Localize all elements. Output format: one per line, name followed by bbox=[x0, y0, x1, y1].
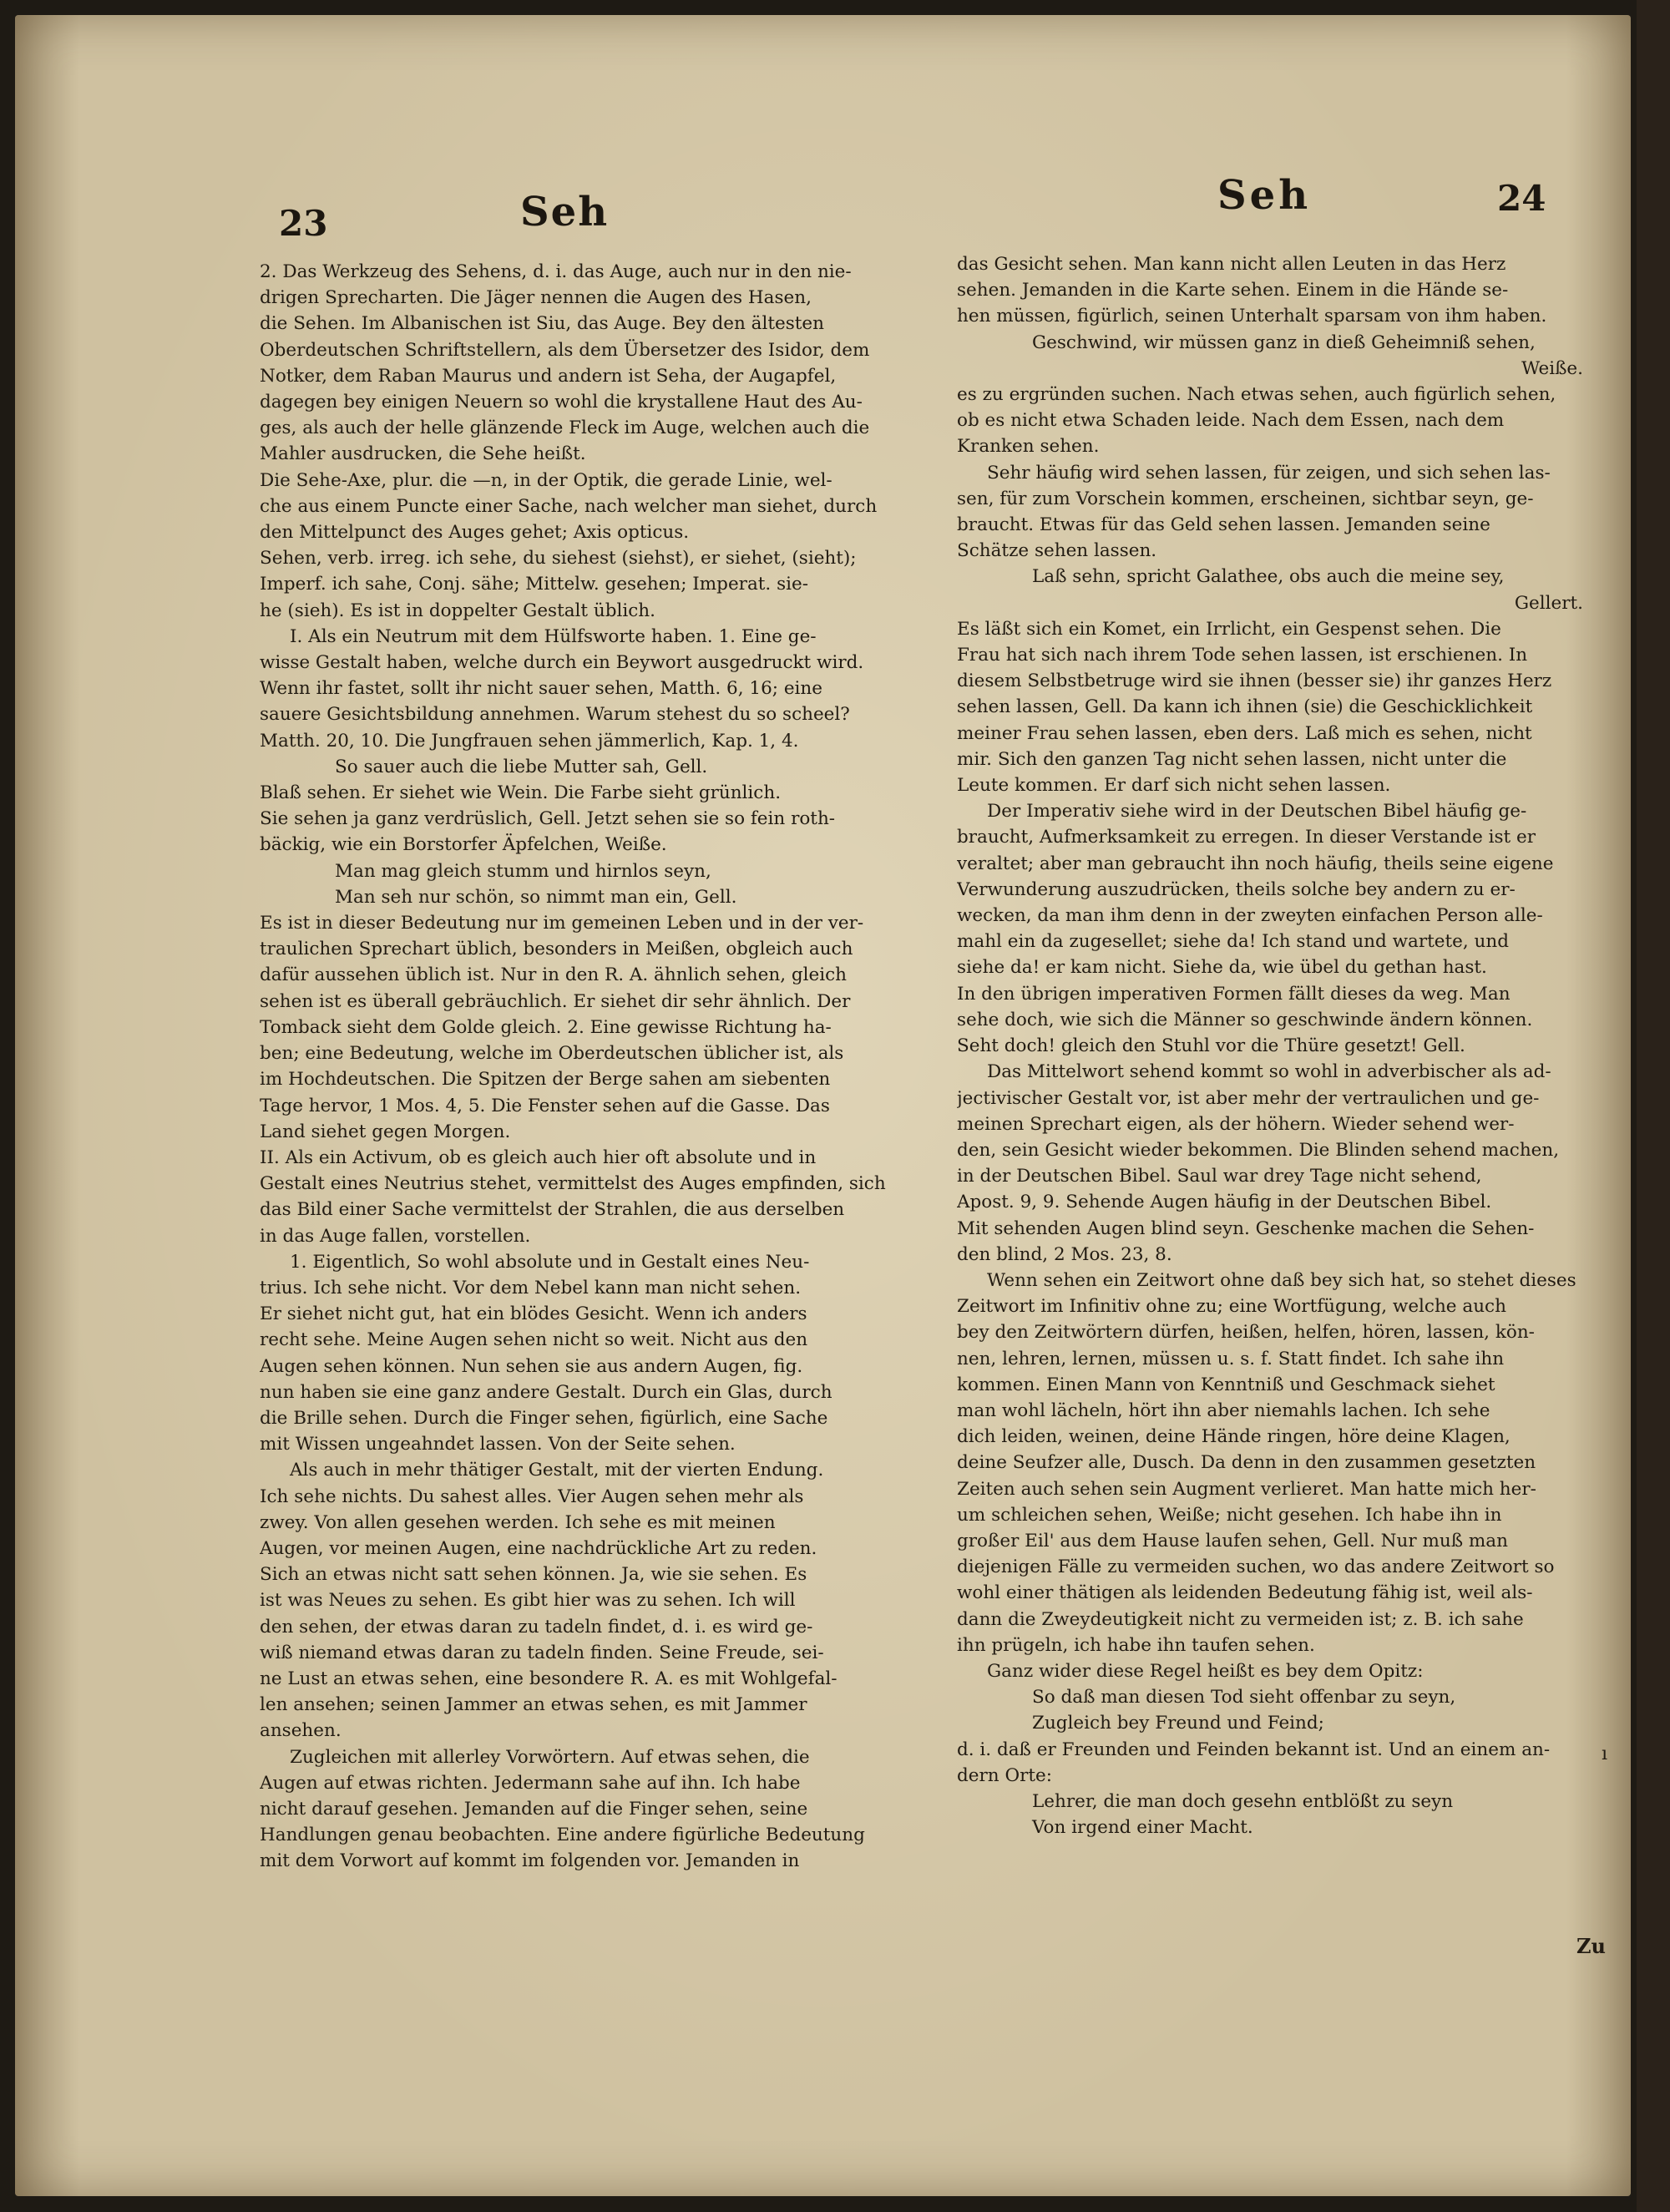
text-line: meinen Sprechart eigen, als der höhern. Wieder sehend wer- bbox=[957, 1113, 1515, 1135]
text-line: Verwunderung auszudrücken, theils solche bey andern zu er- bbox=[957, 878, 1516, 900]
text-line: trius. Ich sehe nicht. Vor dem Nebel kann man nicht sehen. bbox=[260, 1277, 802, 1298]
text-line: Leute kommen. Er darf sich nicht sehen lassen. bbox=[957, 775, 1391, 797]
text-line: deine Seufzer alle, Dusch. Da denn in den zusammen gesetzten bbox=[957, 1452, 1536, 1474]
text-line: Zeiten auch sehen sein Augment verlieret. Man hatte mich her- bbox=[957, 1478, 1536, 1500]
text-line: Sehen, verb. irreg. ich sehe, du siehest (siehst), er siehet, (sieht); bbox=[260, 548, 857, 569]
text-line: braucht. Etwas für das Geld sehen lassen. Jemanden seine bbox=[957, 514, 1490, 536]
text-line: den blind, 2 Mos. 23, 8. bbox=[957, 1243, 1172, 1265]
text-line: Gestalt eines Neutrius stehet, vermittelst des Auges empfinden, sich bbox=[260, 1173, 886, 1195]
text-line: ihn prügeln, ich habe ihn taufen sehen. bbox=[957, 1634, 1315, 1656]
text-line: ansehen. bbox=[260, 1720, 342, 1742]
text-line: Ich sehe nichts. Du sahest alles. Vier Augen sehen mehr als bbox=[260, 1486, 804, 1507]
text-line: recht sehe. Meine Augen sehen nicht so weit. Nicht aus den bbox=[260, 1329, 808, 1351]
text-line: Es läßt sich ein Komet, ein Irrlicht, ein Gespenst sehen. Die bbox=[957, 618, 1501, 640]
catchword: Zu bbox=[1576, 1934, 1606, 1958]
text-line: wohl einer thätigen als leidenden Bedeutung fähig ist, weil als- bbox=[957, 1582, 1533, 1604]
margin-mark: ı bbox=[1602, 1744, 1608, 1764]
book-edge bbox=[1637, 0, 1670, 2212]
text-line: Kranken sehen. bbox=[957, 436, 1100, 458]
text-line: das Gesicht sehen. Man kann nicht allen Leuten in das Herz bbox=[957, 254, 1506, 275]
text-line: den, sein Gesicht wieder bekommen. Die Blinden sehend machen, bbox=[957, 1139, 1560, 1161]
text-line: sauere Gesichtsbildung annehmen. Warum stehest du so scheel? bbox=[260, 704, 850, 726]
text-line: Wenn sehen ein Zeitwort ohne daß bey sich hat, so stehet dieses bbox=[987, 1269, 1576, 1291]
text-line: che aus einem Puncte einer Sache, nach welcher man siehet, durch bbox=[260, 495, 878, 517]
text-line: Als auch in mehr thätiger Gestalt, mit der vierten Endung. bbox=[290, 1460, 824, 1481]
text-line: wiß niemand etwas daran zu tadeln finden. Seine Freude, sei- bbox=[260, 1642, 824, 1663]
text-line: Apost. 9, 9. Sehende Augen häufig in der Deutschen Bibel. bbox=[957, 1192, 1492, 1213]
text-line: Land siehet gegen Morgen. bbox=[260, 1121, 511, 1142]
text-line: mir. Sich den ganzen Tag nicht sehen lassen, nicht unter die bbox=[957, 748, 1507, 770]
text-line: Sie sehen ja ganz verdrüslich, Gell. Jetzt sehen sie so fein roth- bbox=[260, 808, 836, 830]
text-line: Sehr häufig wird sehen lassen, für zeigen, und sich sehen las- bbox=[987, 462, 1551, 483]
text-line: Augen sehen können. Nun sehen sie aus andern Augen, fig. bbox=[260, 1355, 803, 1377]
text-line: Von irgend einer Macht. bbox=[1032, 1817, 1253, 1839]
text-line: großer Eil' aus dem Hause laufen sehen, Gell. Nur muß man bbox=[957, 1530, 1508, 1551]
left-column bbox=[260, 259, 936, 1875]
text-line: Matth. 20, 10. Die Jungfrauen sehen jämmerlich, Kap. 1, 4. bbox=[260, 730, 799, 752]
text-line: Augen, vor meinen Augen, eine nachdrückliche Art zu reden. bbox=[260, 1537, 817, 1559]
text-line: wisse Gestalt haben, welche durch ein Beywort ausgedruckt wird. bbox=[260, 652, 864, 674]
text-line: ist was Neues zu sehen. Es gibt hier was zu sehen. Ich will bbox=[260, 1590, 796, 1612]
text-line: Mit sehenden Augen blind seyn. Geschenke machen die Sehen- bbox=[957, 1217, 1535, 1239]
text-line: dich leiden, weinen, deine Hände ringen, höre deine Klagen, bbox=[957, 1426, 1511, 1448]
text-line: sen, für zum Vorschein kommen, erscheinen, sichtbar seyn, ge- bbox=[957, 488, 1534, 509]
running-head-right: Seh bbox=[1217, 172, 1312, 219]
text-line: Seht doch! gleich den Stuhl vor die Thüre gesetzt! Gell. bbox=[957, 1035, 1465, 1057]
book-page-spread bbox=[15, 15, 1631, 2196]
text-line: Sich an etwas nicht satt sehen können. Ja, wie sie sehen. Es bbox=[260, 1564, 807, 1586]
text-line: I. Als ein Neutrum mit dem Hülfsworte haben. 1. Eine ge- bbox=[290, 625, 817, 647]
text-line: 2. Das Werkzeug des Sehens, d. i. das Auge, auch nur in den nie- bbox=[260, 261, 852, 282]
text-line: ne Lust an etwas sehen, eine besondere R. A. es mit Wohlgefal- bbox=[260, 1668, 838, 1689]
page-number-left: 23 bbox=[279, 203, 328, 244]
text-line: mit Wissen ungeahndet lassen. Von der Seite sehen. bbox=[260, 1434, 736, 1455]
text-line: Imperf. ich sahe, Conj. sähe; Mittelw. gesehen; Imperat. sie- bbox=[260, 574, 808, 595]
text-line: hen müssen, figürlich, seinen Unterhalt sparsam von ihm haben. bbox=[957, 306, 1547, 327]
text-line: d. i. daß er Freunden und Feinden bekannt ist. Und an einem an- bbox=[957, 1739, 1551, 1760]
text-line: len ansehen; seinen Jammer an etwas sehen, es mit Jammer bbox=[260, 1694, 807, 1716]
text-line: dann die Zweydeutigkeit nicht zu vermeiden ist; z. B. ich sahe bbox=[957, 1608, 1524, 1630]
text-line: Man seh nur schön, so nimmt man ein, Gell. bbox=[335, 886, 737, 908]
text-line: Geschwind, wir müssen ganz in dieß Geheimniß sehen, bbox=[1032, 332, 1536, 353]
text-line: drigen Sprecharten. Die Jäger nennen die Augen des Hasen, bbox=[260, 287, 812, 309]
text-line: braucht, Aufmerksamkeit zu erregen. In dieser Verstande ist er bbox=[957, 827, 1536, 848]
text-line: Er siehet nicht gut, hat ein blödes Gesicht. Wenn ich anders bbox=[260, 1303, 807, 1325]
text-line: Augen auf etwas richten. Jedermann sahe auf ihn. Ich habe bbox=[260, 1772, 801, 1794]
text-line: Die Sehe-Axe, plur. die —n, in der Optik, die gerade Linie, wel- bbox=[260, 469, 832, 491]
text-line: Tomback sieht dem Golde gleich. 2. Eine gewisse Richtung ha- bbox=[260, 1016, 832, 1038]
right-column bbox=[957, 251, 1608, 1840]
text-line: ob es nicht etwa Schaden leide. Nach dem Essen, nach dem bbox=[957, 410, 1505, 432]
text-line: Der Imperativ siehe wird in der Deutschen Bibel häufig ge- bbox=[987, 801, 1527, 823]
text-line: in der Deutschen Bibel. Saul war drey Tage nicht sehend, bbox=[957, 1166, 1482, 1187]
text-line: Es ist in dieser Bedeutung nur im gemeinen Leben und in der ver- bbox=[260, 913, 864, 934]
text-line: 1. Eigentlich, So wohl absolute und in Gestalt eines Neu- bbox=[290, 1251, 810, 1273]
text-line: Frau hat sich nach ihrem Tode sehen lassen, ist erschienen. In bbox=[957, 645, 1528, 666]
text-line: mahl ein da zugesellet; siehe da! Ich stand und wartete, und bbox=[957, 931, 1509, 953]
text-line: Lehrer, die man doch gesehn entblößt zu seyn bbox=[1032, 1790, 1454, 1812]
page-number-right: 24 bbox=[1497, 178, 1546, 219]
text-line: jectivischer Gestalt vor, ist aber mehr der vertraulichen und ge- bbox=[957, 1087, 1540, 1109]
text-line: ges, als auch der helle glänzende Fleck im Auge, welchen auch die bbox=[260, 418, 870, 439]
text-line: in das Auge fallen, vorstellen. bbox=[260, 1225, 531, 1247]
text-line: Zugleich bey Freund und Feind; bbox=[1032, 1713, 1324, 1734]
text-line: So sauer auch die liebe Mutter sah, Gell. bbox=[335, 756, 708, 777]
text-line: diejenigen Fälle zu vermeiden suchen, wo das andere Zeitwort so bbox=[957, 1556, 1555, 1578]
text-line: Zugleichen mit allerley Vorwörtern. Auf etwas sehen, die bbox=[290, 1746, 810, 1768]
text-line: den Mittelpunct des Auges gehet; Axis opticus. bbox=[260, 522, 690, 544]
text-line: nicht darauf gesehen. Jemanden auf die Finger sehen, seine bbox=[260, 1798, 808, 1820]
running-head-left: Seh bbox=[520, 189, 610, 235]
text-line: Schätze sehen lassen. bbox=[957, 540, 1157, 562]
text-line: die Sehen. Im Albanischen ist Siu, das Auge. Bey den ältesten bbox=[260, 313, 824, 335]
text-line: dern Orte: bbox=[957, 1764, 1052, 1786]
text-line: bey den Zeitwörtern dürfen, heißen, helfen, hören, lassen, kön- bbox=[957, 1322, 1535, 1344]
text-line: ben; eine Bedeutung, welche im Oberdeutschen üblicher ist, als bbox=[260, 1043, 844, 1065]
text-line: he (sieh). Es ist in doppelter Gestalt üblich. bbox=[260, 600, 655, 621]
text-line: im Hochdeutschen. Die Spitzen der Berge sahen am siebenten bbox=[260, 1069, 831, 1091]
text-line: Man mag gleich stumm und hirnlos seyn, bbox=[335, 860, 711, 882]
text-line: Handlungen genau beobachten. Eine andere figürliche Bedeutung bbox=[260, 1825, 865, 1846]
text-line: Zeitwort im Infinitiv ohne zu; eine Wortfügung, welche auch bbox=[957, 1296, 1506, 1318]
text-line: um schleichen sehen, Weiße; nicht gesehen. Ich habe ihn in bbox=[957, 1504, 1502, 1526]
text-line: Wenn ihr fastet, sollt ihr nicht sauer sehen, Matth. 6, 16; eine bbox=[260, 678, 822, 700]
text-line: traulichen Sprechart üblich, besonders in Meißen, obgleich auch bbox=[260, 939, 853, 960]
text-line: sehen ist es überall gebräuchlich. Er siehet dir sehr ähnlich. Der bbox=[260, 990, 851, 1012]
text-line: mit dem Vorwort auf kommt im folgenden vor. Jemanden in bbox=[260, 1850, 800, 1872]
text-line: sehe doch, wie sich die Männer so geschwinde ändern können. bbox=[957, 1009, 1533, 1030]
text-line: So daß man diesen Tod sieht offenbar zu seyn, bbox=[1032, 1687, 1456, 1708]
text-line: Weiße. bbox=[1521, 357, 1583, 379]
text-line: das Bild einer Sache vermittelst der Strahlen, die aus derselben bbox=[260, 1199, 845, 1221]
text-line: Mahler ausdrucken, die Sehe heißt. bbox=[260, 443, 586, 465]
text-line: veraltet; aber man gebraucht ihn noch häufig, theils seine eigene bbox=[957, 853, 1554, 874]
text-line: zwey. Von allen gesehen werden. Ich sehe es mit meinen bbox=[260, 1511, 776, 1533]
text-line: Laß sehn, spricht Galathee, obs auch die meine sey, bbox=[1032, 566, 1505, 588]
text-line: meiner Frau sehen lassen, eben ders. Laß mich es sehen, nicht bbox=[957, 722, 1532, 744]
text-line: diesem Selbstbetruge wird sie ihnen (besser sie) ihr ganzes Herz bbox=[957, 671, 1552, 692]
text-line: man wohl lächeln, hört ihn aber niemahls lachen. Ich sehe bbox=[957, 1400, 1490, 1421]
text-line: sehen lassen, Gell. Da kann ich ihnen (sie) die Geschicklichkeit bbox=[957, 696, 1533, 718]
text-line: Gellert. bbox=[1514, 592, 1583, 614]
text-line: es zu ergründen suchen. Nach etwas sehen, auch figürlich sehen, bbox=[957, 384, 1556, 406]
text-line: bäckig, wie ein Borstorfer Äpfelchen, Weiße. bbox=[260, 834, 667, 856]
text-line: In den übrigen imperativen Formen fällt dieses da weg. Man bbox=[957, 983, 1511, 1005]
text-line: Blaß sehen. Er siehet wie Wein. Die Farbe sieht grünlich. bbox=[260, 782, 782, 804]
text-line: dagegen bey einigen Neuern so wohl die krystallene Haut des Au- bbox=[260, 392, 863, 413]
text-line: die Brille sehen. Durch die Finger sehen, figürlich, eine Sache bbox=[260, 1407, 828, 1429]
text-line: kommen. Einen Mann von Kenntniß und Geschmack siehet bbox=[957, 1374, 1495, 1395]
text-line: Notker, dem Raban Maurus und andern ist Seha, der Augapfel, bbox=[260, 365, 837, 387]
text-line: Das Mittelwort sehend kommt so wohl in adverbischer als ad- bbox=[987, 1061, 1551, 1083]
text-line: Tage hervor, 1 Mos. 4, 5. Die Fenster sehen auf die Gasse. Das bbox=[260, 1095, 830, 1116]
text-line: Ganz wider diese Regel heißt es bey dem Opitz: bbox=[987, 1660, 1424, 1682]
text-line: siehe da! er kam nicht. Siehe da, wie übel du gethan hast. bbox=[957, 957, 1487, 979]
text-line: II. Als ein Activum, ob es gleich auch hier oft absolute und in bbox=[260, 1146, 817, 1168]
text-line: den sehen, der etwas daran zu tadeln findet, d. i. es wird ge- bbox=[260, 1616, 813, 1637]
text-line: nen, lehren, lernen, müssen u. s. f. Statt findet. Ich sahe ihn bbox=[957, 1348, 1505, 1369]
text-line: nun haben sie eine ganz andere Gestalt. Durch ein Glas, durch bbox=[260, 1381, 832, 1403]
text-line: wecken, da man ihm denn in der zweyten einfachen Person alle- bbox=[957, 905, 1543, 927]
text-line: sehen. Jemanden in die Karte sehen. Einem in die Hände se- bbox=[957, 280, 1509, 301]
text-line: dafür aussehen üblich ist. Nur in den R. A. ähnlich sehen, gleich bbox=[260, 964, 848, 986]
text-line: Oberdeutschen Schriftstellern, als dem Übersetzer des Isidor, dem bbox=[260, 339, 870, 361]
